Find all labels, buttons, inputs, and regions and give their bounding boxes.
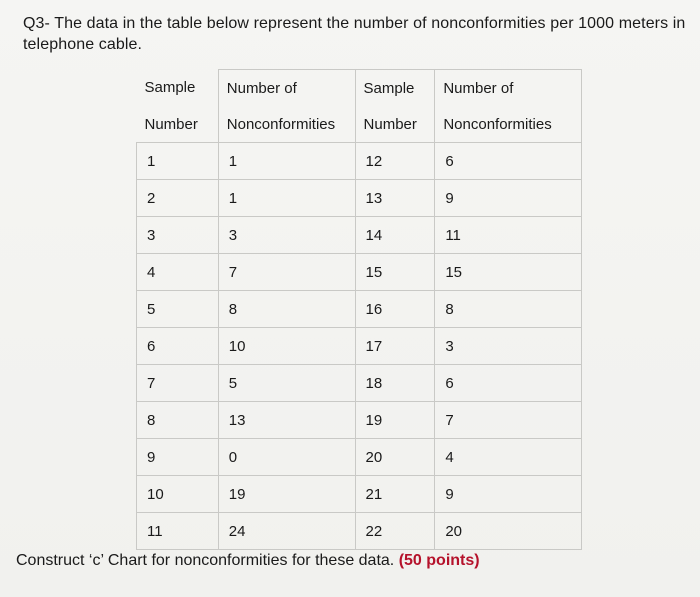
instruction-text: Construct ‘c’ Chart for nonconformities for these data. xyxy=(16,552,395,569)
nonconformities-cell: 1 xyxy=(218,180,355,217)
table-row xyxy=(137,143,582,180)
nonconformities-cell: 15 xyxy=(435,254,582,291)
table-header-row-1 xyxy=(137,70,582,107)
table-header-row-2 xyxy=(137,106,582,143)
header-nonconformities-1: Nonconformities xyxy=(218,106,355,143)
nonconformities-cell: 13 xyxy=(218,402,355,439)
table-row xyxy=(137,328,582,365)
header-number-1: Number xyxy=(137,106,219,143)
sample-number-cell: 13 xyxy=(355,180,435,217)
sample-number-cell: 11 xyxy=(137,513,219,550)
table-row xyxy=(137,365,582,402)
table-row xyxy=(137,402,582,439)
nonconformities-cell: 6 xyxy=(435,143,582,180)
nonconformities-cell: 9 xyxy=(435,476,582,513)
nonconformities-cell: 24 xyxy=(218,513,355,550)
sample-number-cell: 2 xyxy=(137,180,219,217)
sample-number-cell: 15 xyxy=(355,254,435,291)
nonconformities-cell: 8 xyxy=(218,291,355,328)
nonconformities-cell: 4 xyxy=(435,439,582,476)
table-row xyxy=(137,476,582,513)
question-text: Q3- The data in the table below represent the number of nonconformities per 1000 meters in telephone cable. xyxy=(23,15,686,53)
sample-number-cell: 22 xyxy=(355,513,435,550)
nonconformities-cell: 11 xyxy=(435,217,582,254)
table-row xyxy=(137,439,582,476)
table-row xyxy=(137,217,582,254)
nonconformities-cell: 5 xyxy=(218,365,355,402)
table-row xyxy=(137,180,582,217)
nonconformities-cell: 0 xyxy=(218,439,355,476)
nonconformities-cell: 1 xyxy=(218,143,355,180)
nonconformities-cell: 10 xyxy=(218,328,355,365)
sample-number-cell: 21 xyxy=(355,476,435,513)
sample-number-cell: 4 xyxy=(137,254,219,291)
nonconformities-cell: 7 xyxy=(435,402,582,439)
sample-number-cell: 3 xyxy=(137,217,219,254)
sample-number-cell: 9 xyxy=(137,439,219,476)
header-number-of-2: Number of xyxy=(435,70,582,107)
nonconformities-cell: 3 xyxy=(218,217,355,254)
sample-number-cell: 1 xyxy=(137,143,219,180)
nonconformities-cell: 8 xyxy=(435,291,582,328)
instruction-line xyxy=(16,550,480,571)
table-row xyxy=(137,291,582,328)
sample-number-cell: 18 xyxy=(355,365,435,402)
nonconformities-cell: 6 xyxy=(435,365,582,402)
sample-number-cell: 19 xyxy=(355,402,435,439)
nonconformities-cell: 3 xyxy=(435,328,582,365)
sample-number-cell: 12 xyxy=(355,143,435,180)
header-nonconformities-2: Nonconformities xyxy=(435,106,582,143)
nonconformities-cell: 7 xyxy=(218,254,355,291)
nonconformities-cell: 19 xyxy=(218,476,355,513)
sample-number-cell: 7 xyxy=(137,365,219,402)
sample-number-cell: 8 xyxy=(137,402,219,439)
sample-number-cell: 20 xyxy=(355,439,435,476)
sample-number-cell: 16 xyxy=(355,291,435,328)
nonconformities-cell: 20 xyxy=(435,513,582,550)
data-table xyxy=(136,69,582,550)
sample-number-cell: 5 xyxy=(137,291,219,328)
table-body xyxy=(137,143,582,550)
sample-number-cell: 6 xyxy=(137,328,219,365)
nonconformities-cell: 9 xyxy=(435,180,582,217)
sample-number-cell: 17 xyxy=(355,328,435,365)
header-number-of-1: Number of xyxy=(218,70,355,107)
header-sample-1: Sample xyxy=(137,70,219,107)
table-row xyxy=(137,513,582,550)
header-number-2: Number xyxy=(355,106,435,143)
sample-number-cell: 14 xyxy=(355,217,435,254)
sample-number-cell: 10 xyxy=(137,476,219,513)
points-label: (50 points) xyxy=(398,552,480,569)
table-row xyxy=(137,254,582,291)
header-sample-2: Sample xyxy=(355,70,435,107)
